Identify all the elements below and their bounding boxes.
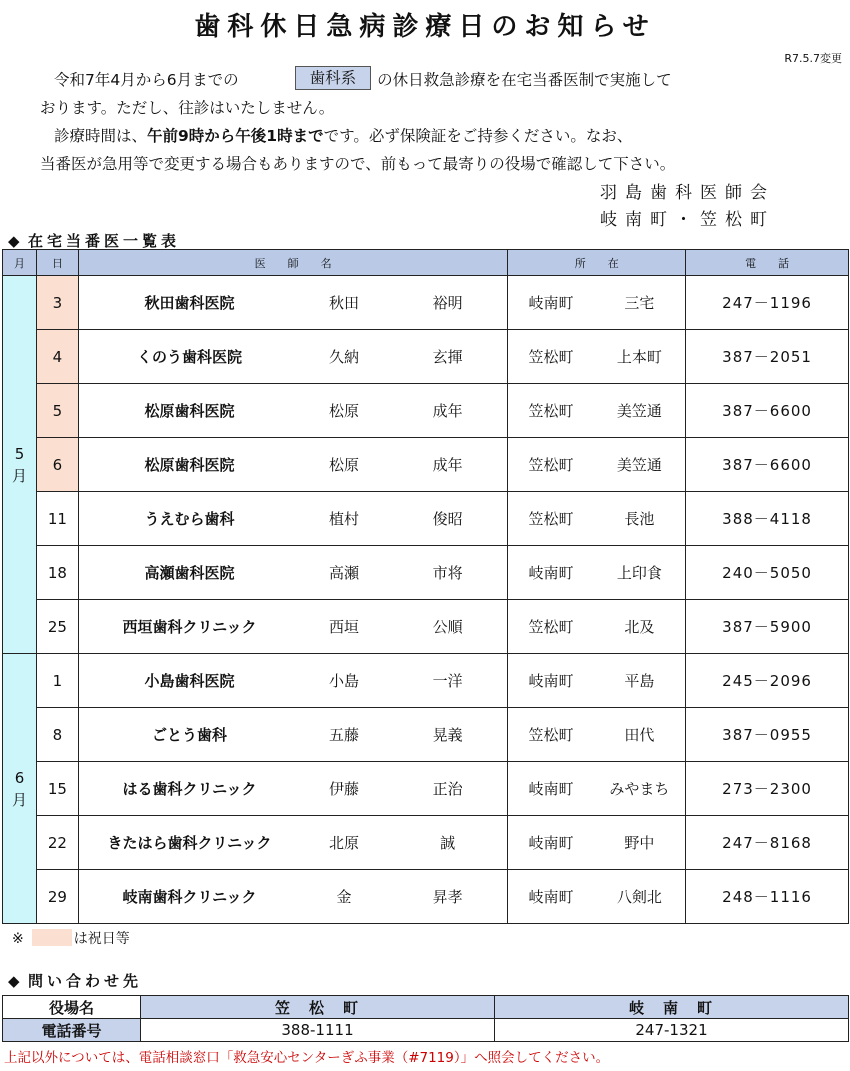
clinic-name: 西垣歯科クリニック [78, 600, 300, 654]
intro-line-4: 当番医が急用等で変更する場合もありますので、前もって最寄りの役場で確認して下さい。 [40, 155, 676, 173]
roster-row [3, 762, 849, 816]
phone-label: 電話番号 [3, 1019, 141, 1042]
doctor-surname: 金 [300, 870, 388, 924]
duty-roster-table [2, 249, 849, 924]
office-kasamatsu: 笠 松 町 [141, 996, 495, 1019]
location-town: 岐南町 [508, 654, 594, 708]
phone-number: 387－0955 [686, 708, 849, 762]
contact-phone-row [3, 1019, 849, 1042]
roster-row [3, 438, 849, 492]
phone-number: 273－2300 [686, 762, 849, 816]
doctor-surname: 西垣 [300, 600, 388, 654]
clinic-name: ごとう歯科 [78, 708, 300, 762]
roster-title: 在宅当番医一覧表 [28, 232, 181, 250]
day-cell: 6 [36, 438, 78, 492]
day-cell: 25 [36, 600, 78, 654]
roster-body [3, 276, 849, 924]
header-month: 月 [3, 250, 37, 276]
holiday-legend [12, 928, 130, 948]
doctor-given-name: 裕明 [388, 276, 508, 330]
doctor-surname: 植村 [300, 492, 388, 546]
clinic-name: 松原歯科医院 [78, 438, 300, 492]
location-district: 田代 [594, 708, 686, 762]
day-cell: 29 [36, 870, 78, 924]
roster-header-row [3, 250, 849, 276]
roster-heading [8, 230, 180, 251]
roster-row [3, 330, 849, 384]
revision-note: R7.5.7変更 [784, 52, 842, 65]
location-town: 笠松町 [508, 330, 594, 384]
roster-row [3, 816, 849, 870]
clinic-name: 岐南歯科クリニック [78, 870, 300, 924]
doctor-given-name: 昇孝 [388, 870, 508, 924]
location-district: みやまち [594, 762, 686, 816]
roster-row [3, 870, 849, 924]
doctor-surname: 五藤 [300, 708, 388, 762]
doctor-given-name: 成年 [388, 384, 508, 438]
clinic-name: くのう歯科医院 [78, 330, 300, 384]
location-district: 上本町 [594, 330, 686, 384]
diamond-icon: ◆ [8, 972, 24, 990]
intro-line1-post: の休日救急診療を在宅当番医制で実施して [377, 71, 672, 89]
day-cell: 3 [36, 276, 78, 330]
doctor-surname: 久納 [300, 330, 388, 384]
location-district: 長池 [594, 492, 686, 546]
contact-table [2, 995, 849, 1042]
header-location: 所 在 [508, 250, 686, 276]
phone-number: 387－5900 [686, 600, 849, 654]
header-day: 日 [36, 250, 78, 276]
day-cell: 4 [36, 330, 78, 384]
month-label: 5 月 [3, 276, 37, 654]
doctor-given-name: 市将 [388, 546, 508, 600]
office-label: 役場名 [3, 996, 141, 1019]
clinic-name: 小島歯科医院 [78, 654, 300, 708]
intro-line1-pre: 令和7年4月から6月までの [54, 71, 239, 89]
roster-row [3, 492, 849, 546]
intro-line-1 [40, 66, 820, 94]
location-town: 笠松町 [508, 492, 594, 546]
doctor-given-name: 公順 [388, 600, 508, 654]
diamond-icon: ◆ [8, 232, 24, 250]
doctor-surname: 高瀬 [300, 546, 388, 600]
intro-line3-post: です。必ず保険証をご持参ください。なお、 [323, 127, 633, 145]
roster-row [3, 546, 849, 600]
phone-number: 248－1116 [686, 870, 849, 924]
roster-row [3, 276, 849, 330]
clinic-name: うえむら歯科 [78, 492, 300, 546]
phone-number: 247－8168 [686, 816, 849, 870]
phone-number: 247－1196 [686, 276, 849, 330]
location-town: 笠松町 [508, 708, 594, 762]
location-district: 八剣北 [594, 870, 686, 924]
intro-line-2: おります。ただし、往診はいたしません。 [40, 99, 335, 117]
month-label: 6 月 [3, 654, 37, 924]
day-cell: 5 [36, 384, 78, 438]
doctor-surname: 秋田 [300, 276, 388, 330]
phone-kasamatsu: 388-1111 [141, 1019, 495, 1042]
clinic-name: はる歯科クリニック [78, 762, 300, 816]
page-title: 歯科休日急病診療日のお知らせ [194, 12, 656, 42]
clinic-name: 高瀬歯科医院 [78, 546, 300, 600]
org-towns: 岐南町・笠松町 [600, 210, 775, 230]
office-ginan: 岐 南 町 [495, 996, 849, 1019]
doctor-given-name: 一洋 [388, 654, 508, 708]
day-cell: 15 [36, 762, 78, 816]
org-name: 羽島歯科医師会 [600, 183, 775, 203]
contact-heading [8, 970, 142, 991]
holiday-swatch [32, 929, 72, 946]
day-cell: 22 [36, 816, 78, 870]
day-cell: 1 [36, 654, 78, 708]
doctor-given-name: 晃義 [388, 708, 508, 762]
location-district: 野中 [594, 816, 686, 870]
roster-row [3, 654, 849, 708]
clinic-name: 松原歯科医院 [78, 384, 300, 438]
location-district: 上印食 [594, 546, 686, 600]
header-phone: 電 話 [686, 250, 849, 276]
location-district: 平島 [594, 654, 686, 708]
category-badge: 歯科系 [295, 66, 372, 90]
doctor-given-name: 俊昭 [388, 492, 508, 546]
clinic-name: 秋田歯科医院 [78, 276, 300, 330]
phone-number: 387－6600 [686, 438, 849, 492]
location-district: 三宅 [594, 276, 686, 330]
location-town: 岐南町 [508, 762, 594, 816]
doctor-surname: 伊藤 [300, 762, 388, 816]
phone-number: 387－6600 [686, 384, 849, 438]
roster-row [3, 600, 849, 654]
doctor-surname: 小島 [300, 654, 388, 708]
legend-mark: ※ [12, 931, 24, 947]
location-town: 岐南町 [508, 870, 594, 924]
phone-number: 387－2051 [686, 330, 849, 384]
day-cell: 8 [36, 708, 78, 762]
service-hours: 午前9時から午後1時まで [147, 127, 324, 145]
phone-ginan: 247-1321 [495, 1019, 849, 1042]
contact-office-row [3, 996, 849, 1019]
doctor-surname: 北原 [300, 816, 388, 870]
doctor-given-name: 誠 [388, 816, 508, 870]
intro-text [40, 66, 820, 178]
location-district: 美笠通 [594, 384, 686, 438]
doctor-surname: 松原 [300, 438, 388, 492]
clinic-name: きたはら歯科クリニック [78, 816, 300, 870]
intro-line3-pre: 診療時間は、 [54, 127, 148, 145]
location-town: 笠松町 [508, 600, 594, 654]
footer-note: 上記以外については、電話相談窓口「救急安心センターぎふ事業（#7119）」へ照会してください。 [4, 1050, 610, 1066]
location-town: 岐南町 [508, 276, 594, 330]
day-cell: 18 [36, 546, 78, 600]
location-town: 岐南町 [508, 816, 594, 870]
location-town: 笠松町 [508, 438, 594, 492]
phone-number: 388－4118 [686, 492, 849, 546]
phone-number: 245－2096 [686, 654, 849, 708]
phone-number: 240－5050 [686, 546, 849, 600]
doctor-surname: 松原 [300, 384, 388, 438]
intro-line-3 [40, 122, 820, 150]
location-town: 笠松町 [508, 384, 594, 438]
location-district: 美笠通 [594, 438, 686, 492]
roster-row [3, 708, 849, 762]
location-town: 岐南町 [508, 546, 594, 600]
legend-text: は祝日等 [73, 931, 130, 947]
doctor-given-name: 成年 [388, 438, 508, 492]
contact-title: 問い合わせ先 [28, 972, 143, 990]
location-district: 北及 [594, 600, 686, 654]
doctor-given-name: 玄揮 [388, 330, 508, 384]
roster-row [3, 384, 849, 438]
doctor-given-name: 正治 [388, 762, 508, 816]
day-cell: 11 [36, 492, 78, 546]
header-doctor: 医 師 名 [78, 250, 507, 276]
